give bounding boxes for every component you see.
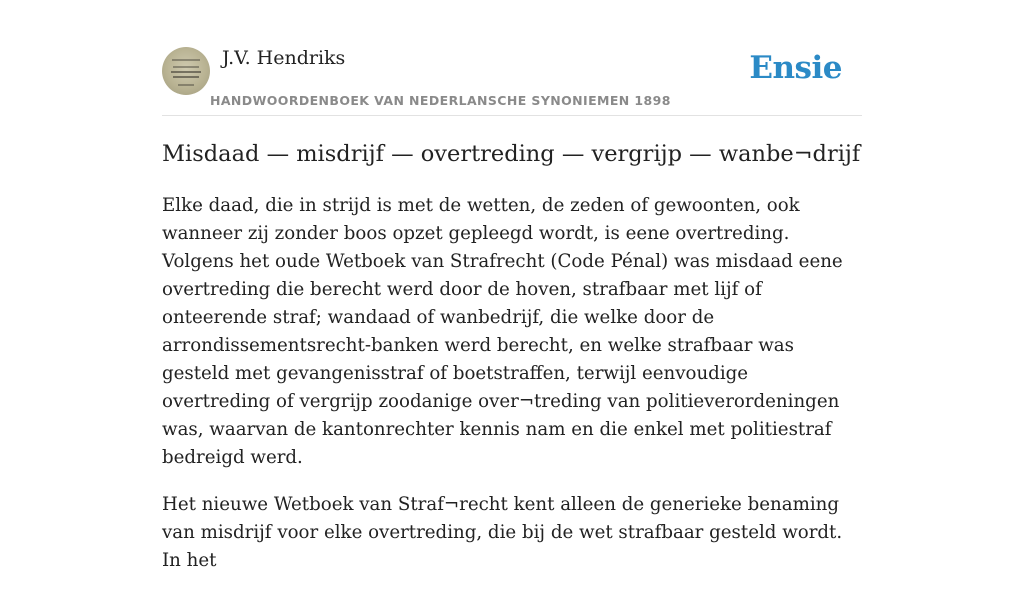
entry-title: Misdaad — misdrijf — overtreding — vergrijp — wanbe¬drijf bbox=[162, 141, 861, 167]
header-divider bbox=[162, 115, 862, 116]
entry-paragraph-2: Het nieuwe Wetboek van Straf¬recht kent alleen de generieke benaming van misdrijf voor elke overtreding, die bij de wet strafbaar gesteld wordt. In het bbox=[162, 494, 843, 571]
author-name[interactable]: J.V. Hendriks bbox=[222, 47, 346, 69]
entry-header bbox=[162, 46, 862, 116]
book-cover-icon[interactable] bbox=[162, 47, 210, 95]
book-title[interactable]: HANDWOORDENBOEK VAN NEDERLANSCHE SYNONIEMEN 1898 bbox=[210, 93, 671, 108]
entry-paragraph-1: Elke daad, die in strijd is met de wetten, de zeden of gewoonten, ook wanneer zij zonder boos opzet gepleegd wordt, is eene overtreding. Volgens het oude Wetboek van Strafrecht (Code Pénal) was misdaad eene overtreding die berecht werd door de hoven, strafbaar met lijf of onteerende straf; wandaad of wanbedrijf, die welke door de arrondissementsrecht-banken werd berecht, en welke strafbaar was gesteld met gevangenisstraf of boetstraffen, terwijl eenvoudige overtreding of vergrijp zoodanige over¬treding van politieverordeningen was, waarvan de kantonrechter kennis nam en die enkel met politiestraf bedreigd werd. bbox=[162, 195, 843, 468]
brand-logo[interactable]: Ensie bbox=[749, 50, 842, 86]
entry-body bbox=[162, 192, 862, 594]
